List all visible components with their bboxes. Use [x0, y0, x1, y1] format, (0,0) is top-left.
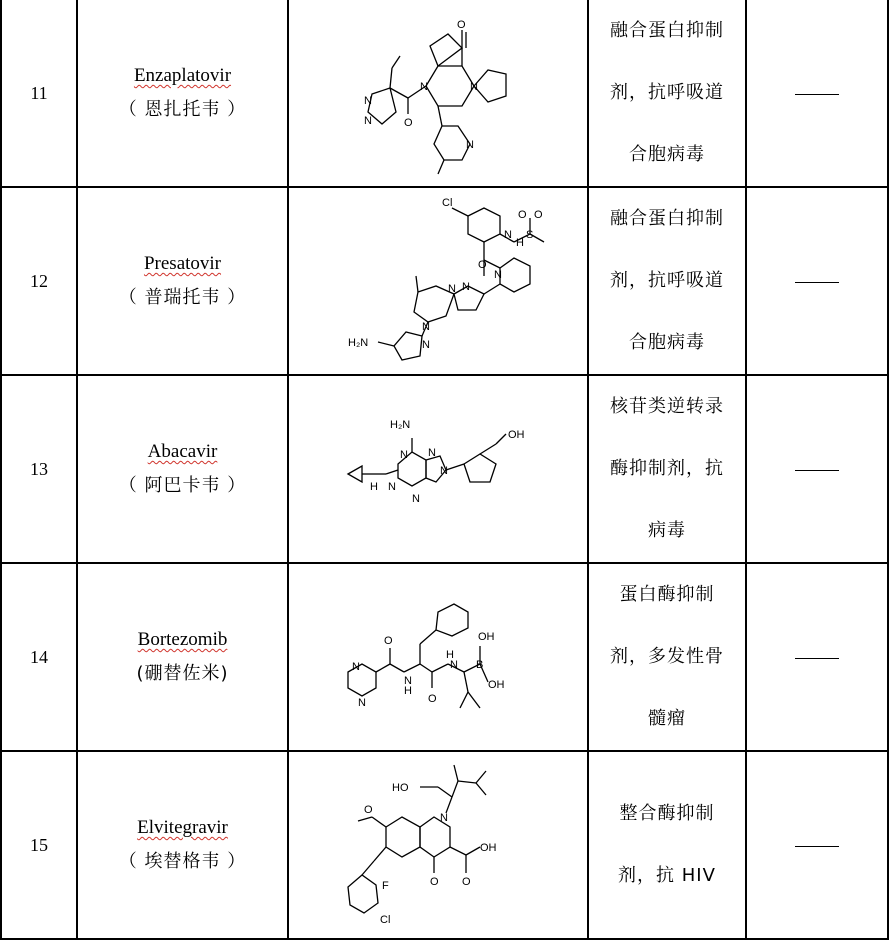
structure-cell [288, 0, 588, 187]
atom-label: N [420, 81, 428, 93]
extra-cell [746, 0, 888, 187]
structure-cell [288, 751, 588, 939]
atom-label: O [457, 19, 466, 31]
atom-label: O [478, 259, 487, 271]
description-line: 剂，抗呼吸道 [610, 82, 724, 103]
description-cell [588, 563, 746, 751]
drug-name-en: Presatovir [143, 253, 222, 274]
table-row [1, 0, 888, 187]
description-line: 融合蛋白抑制 [610, 20, 724, 41]
atom-label: O [534, 209, 543, 221]
extra-cell [746, 563, 888, 751]
chemical-structure-presatovir [318, 196, 558, 366]
atom-label: O [428, 693, 437, 705]
description-line: 核苷类逆转录 [610, 396, 724, 417]
extra-cell [746, 751, 888, 939]
atom-label: B [476, 659, 484, 671]
atom-label: H [446, 649, 454, 661]
atom-label: H₂N [348, 337, 369, 349]
atom-label: N [412, 493, 420, 505]
atom-label: O [384, 635, 393, 647]
structure-cell [288, 375, 588, 563]
atom-label: N [494, 269, 502, 281]
extra-cell [746, 187, 888, 375]
atom-label: O [364, 804, 373, 816]
atom-label: N [364, 115, 372, 127]
dash-placeholder [795, 282, 839, 283]
atom-label: N [364, 95, 372, 107]
description-line: 病毒 [648, 520, 686, 541]
atom-label: N [448, 283, 456, 295]
description-line: 剂，抗 HIV [618, 865, 716, 886]
atom-label: O [404, 117, 413, 129]
atom-label: H₂N [390, 419, 411, 431]
description-cell [588, 375, 746, 563]
drug-name-cell [77, 375, 288, 563]
description-line: 剂，抗呼吸道 [610, 270, 724, 291]
description-line: 融合蛋白抑制 [610, 208, 724, 229]
atom-label: N [358, 697, 366, 709]
atom-label: N [462, 281, 470, 293]
atom-label: N [422, 339, 430, 351]
table-row [1, 375, 888, 563]
drug-name-en: Bortezomib [137, 629, 228, 650]
atom-label: O [518, 209, 527, 221]
atom-label: OH [480, 842, 497, 854]
row-number: 11 [1, 0, 77, 187]
description-line: 整合酶抑制 [619, 803, 715, 824]
table-row [1, 563, 888, 751]
description-line: 髓瘤 [648, 708, 686, 729]
drug-name-en: Enzaplatovir [133, 65, 232, 86]
atom-label: HO [392, 782, 409, 794]
atom-label: N [440, 812, 448, 824]
atom-label: N [504, 229, 512, 241]
row-number: 14 [1, 563, 77, 751]
atom-label: N [352, 661, 360, 673]
atom-label: H [516, 237, 524, 249]
atom-label: OH [478, 631, 495, 643]
atom-label: N [422, 321, 430, 333]
atom-label: N [404, 675, 412, 687]
description-line: 剂，多发性骨 [610, 646, 724, 667]
atom-label: N [400, 449, 408, 461]
atom-label: Cl [380, 914, 391, 926]
drug-name-cell [77, 187, 288, 375]
atom-label: N [466, 139, 474, 151]
description-line: 酶抑制剂，抗 [610, 458, 724, 479]
description-line: 蛋白酶抑制 [619, 584, 715, 605]
atom-label: OH [508, 429, 525, 441]
row-number: 12 [1, 187, 77, 375]
chemical-structure-enzaplatovir [338, 8, 538, 178]
dash-placeholder [795, 94, 839, 95]
drug-name-cn: （ 埃替格韦 ） [118, 851, 247, 872]
atom-label: N [388, 481, 396, 493]
extra-cell [746, 375, 888, 563]
drug-name-cell [77, 0, 288, 187]
drug-name-cn: (硼替佐米) [136, 663, 229, 684]
row-number: 15 [1, 751, 77, 939]
atom-label: O [430, 876, 439, 888]
drug-name-cn: （ 阿巴卡韦 ） [118, 475, 247, 496]
drug-name-en: Abacavir [147, 441, 218, 462]
atom-label: N [470, 81, 478, 93]
atom-label: S [526, 229, 534, 241]
atom-label: N [428, 447, 436, 459]
description-cell [588, 751, 746, 939]
atom-label: Cl [442, 197, 453, 209]
atom-label: H [404, 685, 412, 697]
description-cell [588, 187, 746, 375]
dash-placeholder [795, 846, 839, 847]
drug-name-cn: （ 普瑞托韦 ） [118, 287, 247, 308]
description-line: 合胞病毒 [629, 144, 705, 165]
description-cell [588, 0, 746, 187]
table-row [1, 187, 888, 375]
atom-label: H [370, 481, 378, 493]
chemical-structure-abacavir [328, 394, 548, 544]
atom-label: F [382, 880, 389, 892]
atom-label: N [440, 465, 448, 477]
structure-cell [288, 187, 588, 375]
atom-label: O [462, 876, 471, 888]
description-line: 合胞病毒 [629, 332, 705, 353]
atom-label: N [450, 659, 458, 671]
dash-placeholder [795, 658, 839, 659]
chemical-structure-bortezomib [328, 582, 548, 732]
atom-label: OH [488, 679, 505, 691]
row-number: 13 [1, 375, 77, 563]
drug-name-cell [77, 751, 288, 939]
drug-name-en: Elvitegravir [137, 817, 228, 838]
table-row [1, 751, 888, 939]
structure-cell [288, 563, 588, 751]
chemical-structure-elvitegravir [328, 757, 548, 933]
dash-placeholder [795, 470, 839, 471]
drug-name-cell [77, 563, 288, 751]
drug-name-cn: （ 恩扎托韦 ） [118, 99, 247, 120]
